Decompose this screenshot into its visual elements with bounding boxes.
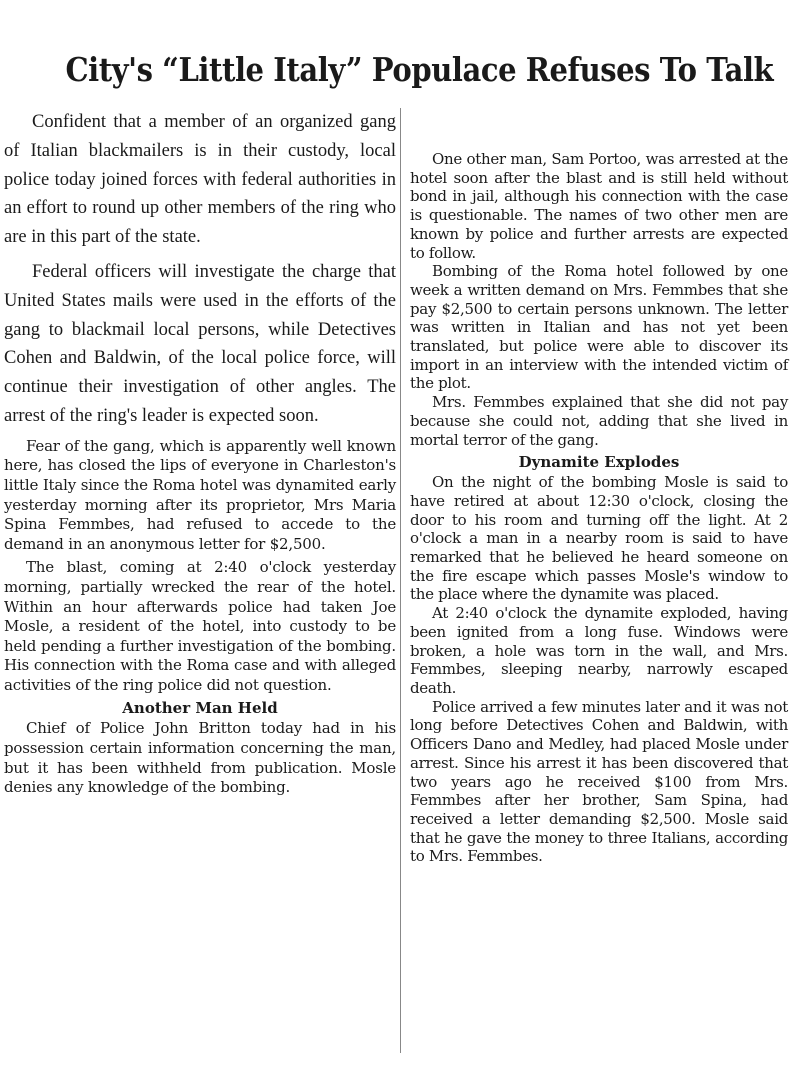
lead-section: [4, 108, 396, 431]
right-column: [410, 150, 788, 866]
body-paragraph: Mrs. Femmbes explained that she did not pay because she could not, adding that she lived in mortal terror of the gang.: [410, 393, 788, 449]
body-paragraph: On the night of the bombing Mosle is said to have retired at about 12:30 o'clock, closing the door to his room and turning off the light. At 2 o'clock a man in a nearby room is said to have remarked that he believed he heard someone on the fire escape which passes Mosle's window to the place where the dynamite was placed.: [410, 473, 788, 604]
article-headline: City's “Little Italy” Populace Refuses To Talk: [65, 50, 774, 89]
body-paragraph: Bombing of the Roma hotel followed by one week a written demand on Mrs. Femmbes that she pay $2,500 to certain persons unknown. The letter was written in Italian and has not yet been translated, but police were able to discover its import in an interview with the intended victim of the plot.: [410, 262, 788, 393]
column-divider: [400, 108, 401, 1053]
body-paragraph: Police arrived a few minutes later and it was not long before Detectives Cohen and Baldwin, with Officers Dano and Medley, had placed Mosle under arrest. Since his arrest it has been discovered that two years ago he received $100 from Mrs. Femmbes after her brother, Sam Spina, had received a letter demanding $2,500. Mosle said that he gave the money to three Italians, according to Mrs. Femmbes.: [410, 697, 788, 866]
body-paragraph: The blast, coming at 2:40 o'clock yesterday morning, partially wrecked the rear of the hotel. Within an hour afterwards police had taken Joe Mosle, a resident of the hotel, into custody to be held pending a further investigation of the bombing. His connection with the Roma case and with alleged activities of the ring police did not question.: [4, 558, 396, 694]
subhead-dynamite-explodes: Dynamite Explodes: [518, 453, 680, 472]
body-paragraph: One other man, Sam Portoo, was arrested at the hotel soon after the blast and is still held without bond in jail, although his connection with the case is questionable. The names of two other men are known by police and further arrests are expected to follow.: [410, 150, 788, 262]
subhead-another-man-held: Another Man Held: [122, 699, 278, 718]
lead-paragraph: Federal officers will investigate the charge that United States mails were used in the efforts of the gang to blackmail local persons, while Detectives Cohen and Baldwin, of the local police force, will continue their investigation of other angles. The arrest of the ring's leader is expected soon.: [4, 261, 396, 426]
left-column: [4, 108, 396, 802]
body-paragraph: Fear of the gang, which is apparently well known here, has closed the lips of everyone in Charleston's little Italy since the Roma hotel was dynamited early yesterday morning after its proprietor, Mrs Maria Spina Femmbes, had refused to accede to the demand in an anonymous letter for $2,500.: [4, 436, 396, 553]
body-paragraph: Chief of Police John Britton today had in his possession certain information concerning the man, but it has been withheld from publication. Mosle denies any knowledge of the bombing.: [4, 719, 396, 797]
lead-paragraph: Confident that a member of an organized gang of Italian blackmailers is in their custody, local police today joined forces with federal authorities in an effort to round up other members of the ring who are in this part of the state.: [4, 112, 396, 248]
body-paragraph: At 2:40 o'clock the dynamite exploded, having been ignited from a long fuse. Windows were broken, a hole was torn in the wall, and Mrs. Femmbes, sleeping nearby, narrowly escaped death.: [410, 604, 788, 697]
left-body: [4, 437, 396, 798]
